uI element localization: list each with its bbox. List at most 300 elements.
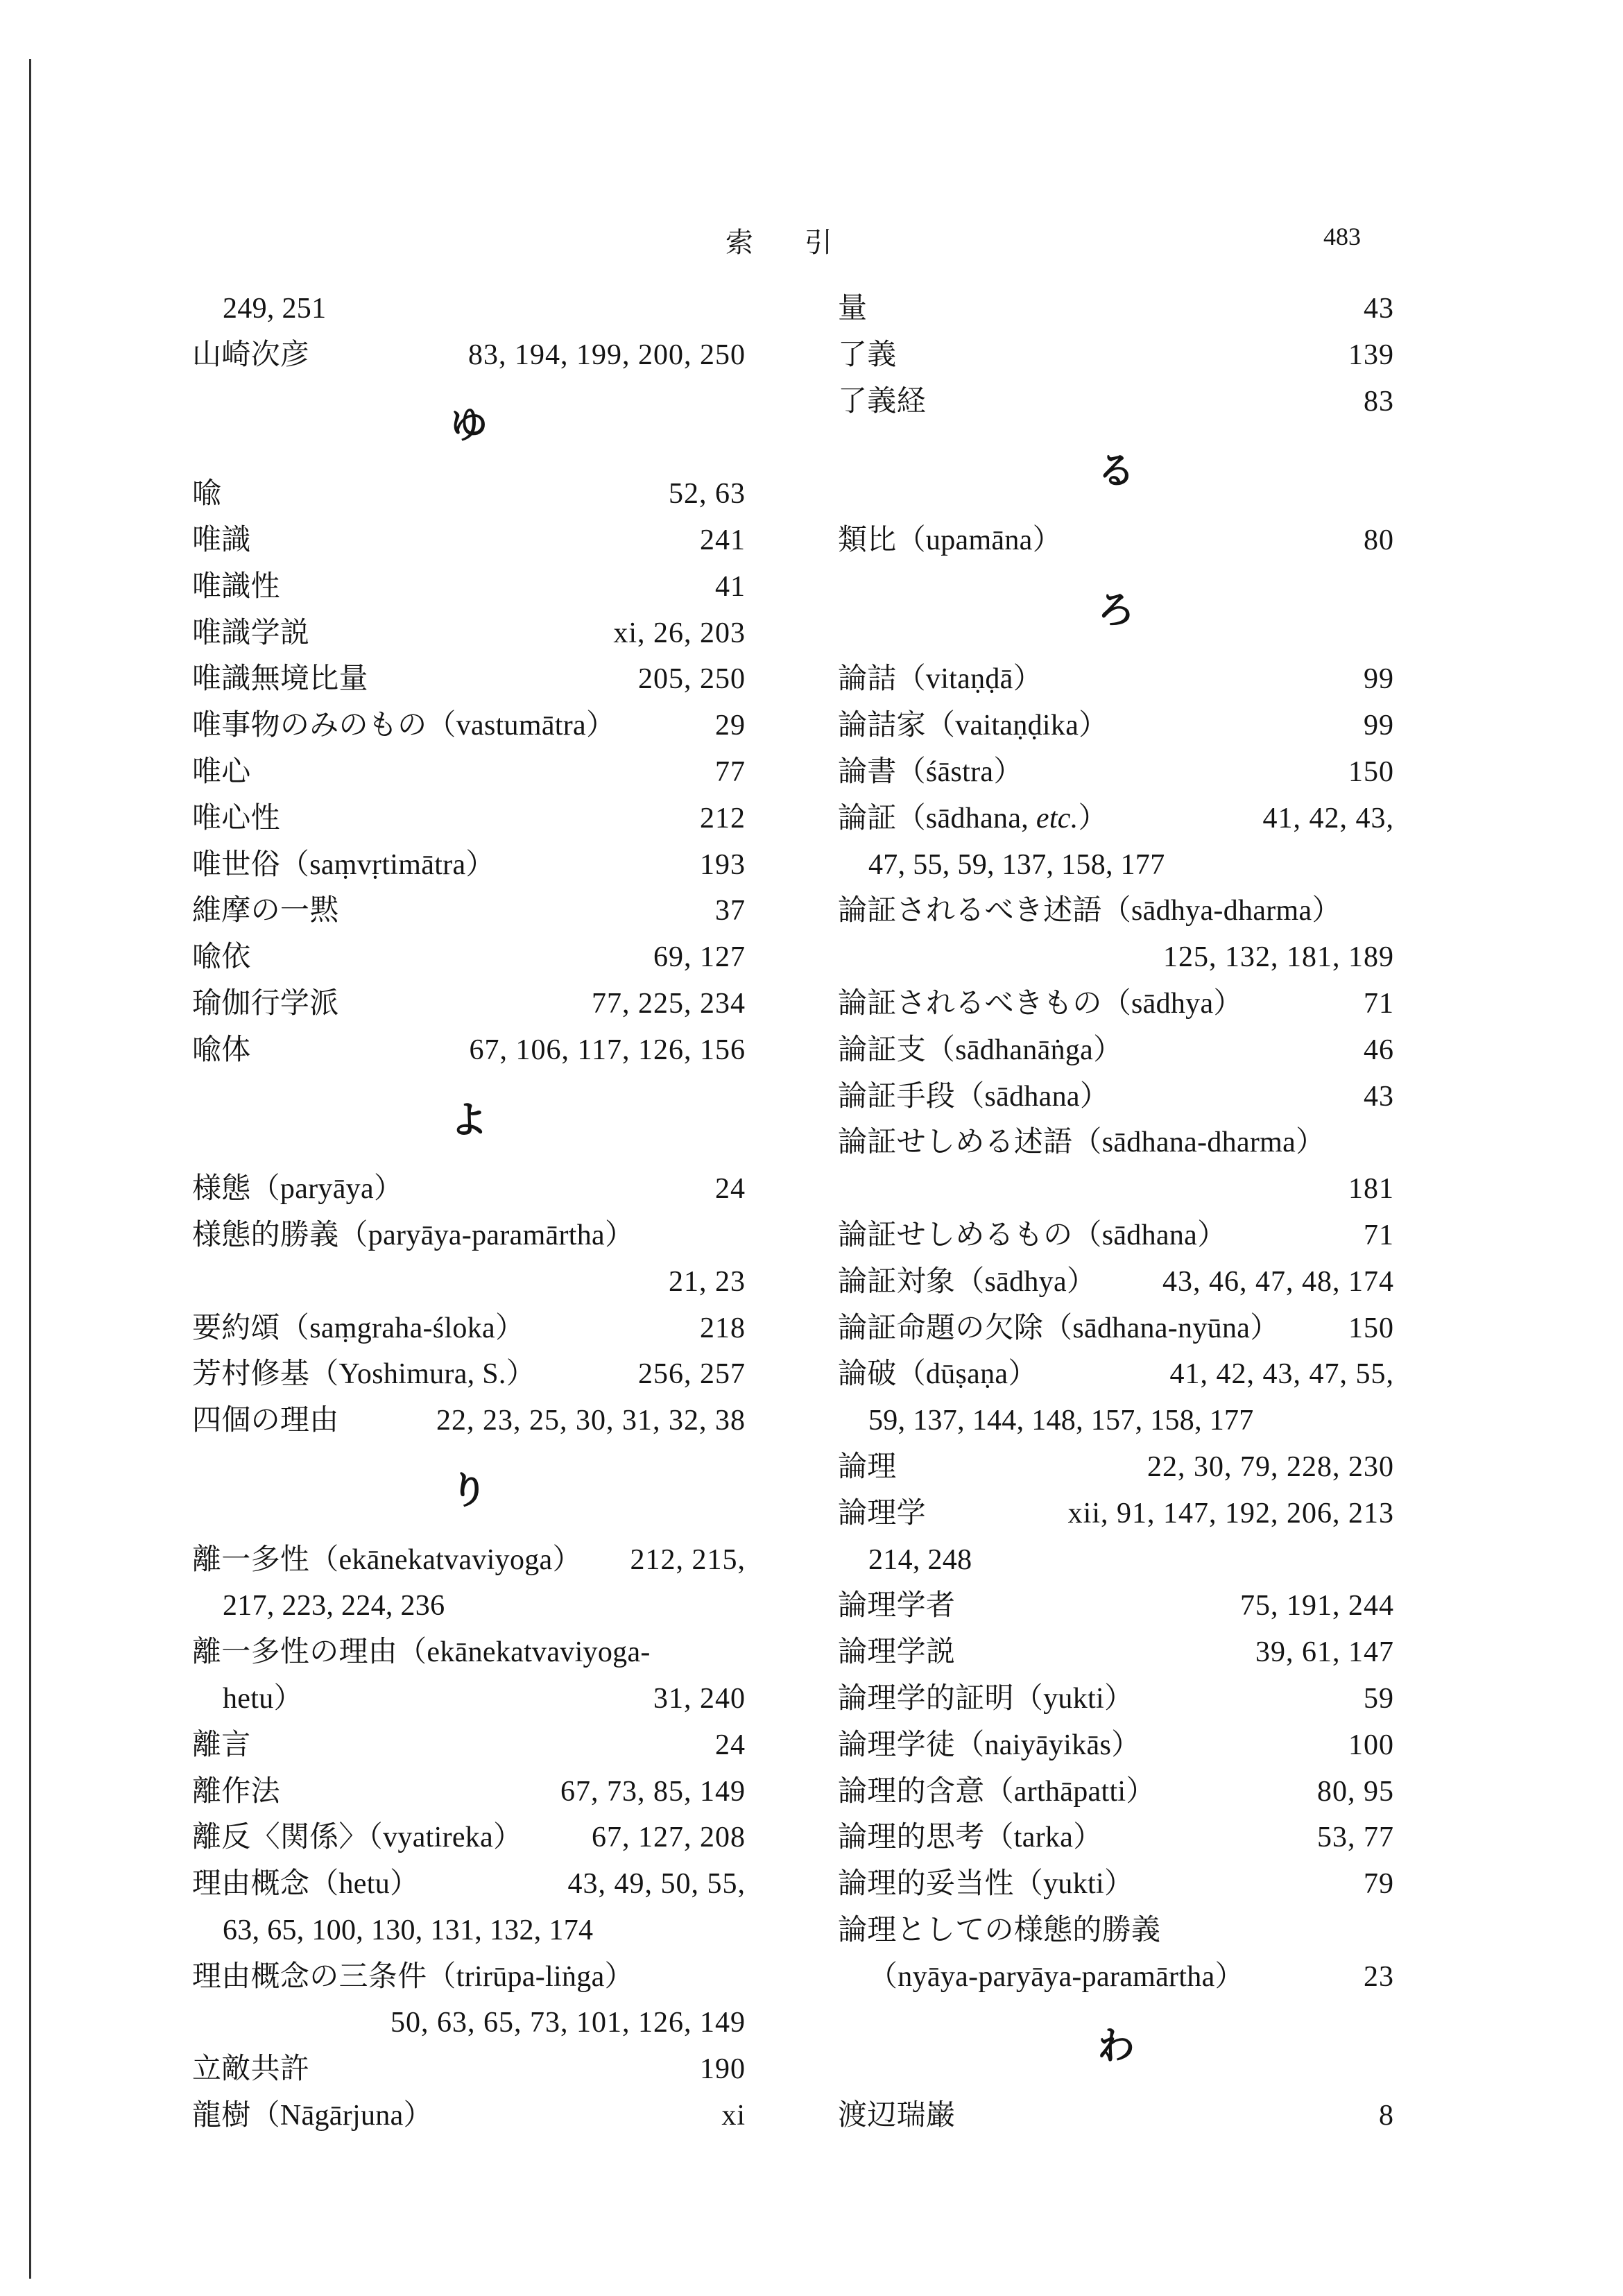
entry-pages: 41, 42, 43, 47, 55, <box>1169 1358 1394 1391</box>
index-entry <box>838 1722 1394 1769</box>
header-title-2: 引 <box>805 227 832 258</box>
entry-line <box>192 1166 746 1213</box>
entry-term <box>838 842 1165 889</box>
entry-term-text: 論理学説 <box>838 1636 956 1669</box>
entry-term-text: 瑜伽行学派 <box>192 987 339 1020</box>
index-entry <box>192 2093 746 2139</box>
entry-term-text: 離作法 <box>192 1775 280 1808</box>
entry-term-text: 了義経 <box>838 385 926 418</box>
entry-pages: xii, 91, 147, 192, 206, 213 <box>1067 1497 1394 1530</box>
section-heading: り <box>450 1468 488 1512</box>
entry-term-text: 離一多性の理由（ekānekatvaviyoga- <box>192 1636 651 1669</box>
entry-line <box>192 1908 746 1954</box>
entry-line <box>192 1676 746 1722</box>
entry-pages: 80 <box>1364 524 1394 556</box>
entry-term <box>192 610 309 657</box>
entry-pages: 67, 73, 85, 149 <box>560 1775 746 1808</box>
entry-term-text: 理由概念の三条件（trirūpa-liṅga） <box>192 1960 634 1993</box>
entry-line <box>192 888 746 934</box>
entry-term <box>192 1213 634 1259</box>
entry-term <box>838 1908 1160 1954</box>
entry-term-text: 唯識無境比量 <box>192 663 368 696</box>
entry-term <box>192 1954 634 2001</box>
entry-term-text: 論証手段（sādhana） <box>838 1080 1110 1113</box>
entry-term-tail: ） <box>1078 802 1108 834</box>
page-margin-rule <box>29 59 31 2279</box>
entry-term <box>192 1305 524 1352</box>
entry-pages: 69, 127 <box>653 941 746 974</box>
entry-line <box>838 517 1394 564</box>
entry-term <box>192 1351 535 1398</box>
entry-line <box>838 2093 1394 2139</box>
index-entry <box>192 517 746 564</box>
index-entry <box>838 703 1394 749</box>
entry-line <box>192 703 746 749</box>
entry-term <box>838 1861 1133 1908</box>
entry-term <box>838 332 897 379</box>
entry-term <box>838 1537 972 1584</box>
entry-pages: 43, 46, 47, 48, 174 <box>1162 1265 1394 1298</box>
entry-pages: 150 <box>1348 755 1394 788</box>
entry-term-text: 様態的勝義（paryāya-paramārtha） <box>192 1219 635 1251</box>
entry-pages: 37 <box>715 895 746 927</box>
entry-term-text: 立敵共許 <box>192 2053 310 2086</box>
index-entry <box>192 703 746 749</box>
entry-line <box>838 332 1394 379</box>
entry-term-text: 唯心性 <box>192 802 280 834</box>
entry-term-text: 論理的思考（tarka） <box>838 1822 1103 1854</box>
entry-term-text: 喩依 <box>192 941 251 974</box>
entry-term-text: 四個の理由 <box>192 1405 339 1437</box>
entry-term-text: 唯識性 <box>192 570 280 603</box>
entry-line <box>838 1861 1394 1908</box>
entry-pages: 71 <box>1364 1219 1394 1251</box>
entry-term <box>838 656 1042 703</box>
entry-term <box>838 1444 897 1491</box>
entry-term <box>192 286 326 332</box>
index-entry <box>192 796 746 842</box>
entry-line <box>838 1629 1394 1676</box>
entry-pages: 67, 127, 208 <box>592 1822 746 1854</box>
entry-term <box>838 2093 955 2139</box>
entry-pages: 71 <box>1364 987 1394 1020</box>
entry-term-text: hetu） <box>223 1682 303 1715</box>
entry-term <box>192 703 615 749</box>
entry-pages: 205, 250 <box>638 663 746 696</box>
entry-term-text: 要約頌（saṃgraha-śloka） <box>192 1312 525 1344</box>
entry-pages: 46 <box>1364 1034 1394 1066</box>
section-heading: る <box>1097 449 1135 493</box>
entry-term <box>192 1583 445 1629</box>
entry-pages: 100 <box>1348 1729 1394 1761</box>
index-entry <box>192 1954 746 2047</box>
entry-pages: 125, 132, 181, 189 <box>1163 941 1394 974</box>
entry-term-text: 論証（sādhana, <box>838 802 1036 834</box>
entry-line <box>838 1074 1394 1120</box>
entry-line <box>192 2000 746 2046</box>
index-entry <box>838 1861 1394 1908</box>
index-entry <box>192 749 746 796</box>
entry-term-text: 論証対象（sādhya） <box>838 1265 1097 1298</box>
index-entry <box>192 842 746 889</box>
index-column-left <box>192 286 746 2139</box>
entry-pages: 80, 95 <box>1317 1775 1394 1808</box>
entry-term-text: 龍樹（Nāgārjuna） <box>192 2100 433 2132</box>
entry-pages: 67, 106, 117, 126, 156 <box>469 1034 746 1066</box>
entry-term-italic: etc. <box>1036 802 1079 834</box>
entry-pages: xi, 26, 203 <box>613 617 746 649</box>
entry-term-text: 論理学徒（naiyāyikās） <box>838 1729 1141 1761</box>
entry-term <box>192 2046 309 2093</box>
index-entry <box>838 1629 1394 1676</box>
entry-line <box>192 842 746 889</box>
index-entry <box>838 656 1394 703</box>
entry-term-text: 論証されるべき述語（sādhya-dharma） <box>838 895 1341 927</box>
entry-term <box>192 2093 433 2139</box>
index-entry <box>192 1166 746 1213</box>
entry-line <box>838 888 1394 934</box>
entry-term <box>838 1769 1156 1815</box>
entry-term <box>838 1954 1244 2001</box>
entry-term <box>838 1027 1122 1074</box>
header-title-1: 索 <box>725 227 753 258</box>
entry-line <box>192 1722 746 1769</box>
entry-term <box>192 1537 582 1584</box>
entry-pages: 77, 225, 234 <box>592 987 746 1020</box>
entry-pages: 75, 191, 244 <box>1240 1590 1394 1622</box>
index-entry <box>838 2093 1394 2139</box>
entry-pages: 79 <box>1364 1868 1394 1901</box>
entry-term-text: 214, 248 <box>868 1543 972 1576</box>
index-entry <box>838 1815 1394 1861</box>
entry-term <box>192 517 251 564</box>
entry-line <box>838 1676 1394 1722</box>
index-entry <box>192 888 746 934</box>
entry-line <box>192 1351 746 1398</box>
entry-term-text: 論証されるべきもの（sādhya） <box>838 987 1243 1020</box>
entry-line <box>838 1351 1394 1398</box>
entry-pages: 241 <box>700 524 746 556</box>
entry-term <box>838 1259 1096 1305</box>
entry-term-text: 量 <box>838 293 868 325</box>
entry-term <box>192 1722 251 1769</box>
entry-pages: 218 <box>700 1312 746 1344</box>
entry-term <box>192 332 309 379</box>
entry-term-text: 論証せしめる述語（sādhana-dharma） <box>838 1126 1325 1159</box>
entry-pages: 43 <box>1364 293 1394 325</box>
entry-pages: 212 <box>700 802 746 834</box>
entry-line <box>192 1213 746 1259</box>
entry-pages: 43 <box>1364 1080 1394 1113</box>
entry-term-text: 論証命題の欠除（sādhana-nyūna） <box>838 1312 1280 1344</box>
entry-line <box>838 1491 1394 1537</box>
index-entry <box>192 1537 746 1630</box>
index-entry <box>192 610 746 657</box>
index-entry <box>192 1722 746 1769</box>
entry-term-text: 唯識学説 <box>192 617 310 649</box>
entry-line <box>192 2046 746 2093</box>
index-entry <box>838 517 1394 564</box>
running-header <box>0 221 1623 259</box>
entry-term-text: 論理 <box>838 1450 897 1483</box>
index-entry <box>192 286 746 332</box>
entry-pages: 99 <box>1364 663 1394 696</box>
entry-term-text: 山崎次彦 <box>192 339 310 371</box>
entry-term-text: 論理的含意（arthāpatti） <box>838 1775 1156 1808</box>
entry-pages: 181 <box>1348 1173 1394 1206</box>
entry-line <box>192 1861 746 1908</box>
index-entry <box>838 1027 1394 1074</box>
index-entry <box>838 1351 1394 1444</box>
entry-line <box>838 1954 1394 2001</box>
entry-term-text: 類比（upamāna） <box>838 524 1062 556</box>
entry-term-text: 論理学者 <box>838 1590 956 1622</box>
entry-pages: 139 <box>1348 339 1394 371</box>
entry-pages: 59 <box>1364 1682 1394 1715</box>
entry-term <box>192 1629 651 1676</box>
entry-term <box>838 1815 1103 1861</box>
entry-term-text: 喩体 <box>192 1034 251 1066</box>
index-entry <box>192 1305 746 1352</box>
entry-term <box>192 934 251 981</box>
entry-term-text: 論破（dūṣaṇa） <box>838 1358 1038 1391</box>
entry-line <box>192 517 746 564</box>
entry-line <box>192 981 746 1027</box>
entry-term <box>838 1491 926 1537</box>
index-entry <box>192 332 746 379</box>
entry-line <box>192 286 746 332</box>
entry-pages: 29 <box>715 710 746 742</box>
entry-line <box>192 1815 746 1861</box>
entry-line <box>838 1769 1394 1815</box>
index-entry <box>192 1027 746 1074</box>
entry-term-text: 離言 <box>192 1729 251 1761</box>
entry-term <box>838 703 1108 749</box>
entry-line <box>838 703 1394 749</box>
entry-line <box>192 1305 746 1352</box>
entry-term-text: 離一多性（ekānekatvaviyoga） <box>192 1543 582 1576</box>
index-column-right <box>838 286 1394 2139</box>
entry-line <box>838 934 1394 981</box>
index-entry <box>838 1259 1394 1305</box>
entry-line <box>192 1537 746 1584</box>
entry-pages: 24 <box>715 1729 746 1761</box>
section-heading: よ <box>450 1097 488 1142</box>
page-number: 483 <box>1323 223 1361 250</box>
entry-line <box>192 1629 746 1676</box>
entry-line <box>192 2093 746 2139</box>
entry-pages: 193 <box>700 848 746 881</box>
index-entry <box>192 564 746 610</box>
index-entry <box>192 1398 746 1444</box>
entry-line <box>838 1027 1394 1074</box>
entry-term-text: 249, 251 <box>223 293 327 325</box>
entry-term-text: 渡辺瑞巌 <box>838 2100 956 2132</box>
entry-term-text: 論理としての様態的勝義 <box>838 1914 1161 1946</box>
entry-pages: 99 <box>1364 710 1394 742</box>
entry-term-text: 217, 223, 224, 236 <box>223 1590 445 1622</box>
entry-term <box>192 1815 522 1861</box>
entry-term <box>838 888 1341 934</box>
entry-pages: 8 <box>1379 2100 1394 2132</box>
entry-pages: 31, 240 <box>653 1682 746 1715</box>
entry-term <box>838 1213 1226 1259</box>
entry-line <box>838 1305 1394 1352</box>
index-entry <box>192 934 746 981</box>
entry-term-text: 唯心 <box>192 755 251 788</box>
entry-line <box>838 1213 1394 1259</box>
entry-pages: 41, 42, 43, <box>1262 802 1394 834</box>
entry-term <box>838 1074 1109 1120</box>
entry-line <box>192 471 746 517</box>
entry-term <box>838 1351 1038 1398</box>
index-entry <box>838 796 1394 889</box>
entry-term-text: 維摩の一黙 <box>192 895 339 927</box>
index-entry <box>192 2046 746 2093</box>
entry-term-text: 喩 <box>192 478 222 511</box>
entry-term <box>192 471 221 517</box>
entry-term-text: 論理学的証明（yukti） <box>838 1682 1134 1715</box>
entry-term <box>192 1861 419 1908</box>
index-entry <box>838 981 1394 1027</box>
entry-term-text: 理由概念（hetu） <box>192 1868 420 1901</box>
entry-line <box>838 842 1394 889</box>
entry-line <box>838 1444 1394 1491</box>
index-entry <box>838 286 1394 332</box>
entry-pages: 41 <box>715 570 746 603</box>
entry-term-text: 論証せしめるもの（sādhana） <box>838 1219 1227 1251</box>
entry-term <box>192 842 495 889</box>
entry-term <box>838 981 1243 1027</box>
entry-line <box>192 1954 746 2001</box>
entry-term <box>192 1769 280 1815</box>
index-entry <box>838 1120 1394 1213</box>
entry-term-text: 63, 65, 100, 130, 131, 132, 174 <box>223 1914 594 1946</box>
entry-term-text: 了義 <box>838 339 897 371</box>
index-entry <box>192 1351 746 1398</box>
index-entry <box>192 471 746 517</box>
entry-line <box>838 1815 1394 1861</box>
section-heading: ろ <box>1097 588 1135 632</box>
entry-term <box>838 1722 1140 1769</box>
index-entry <box>838 1213 1394 1259</box>
section-heading: ゆ <box>450 402 488 447</box>
index-entry <box>838 1583 1394 1629</box>
entry-term-text: 論書（śāstra） <box>838 755 1023 788</box>
entry-pages: 83 <box>1364 385 1394 418</box>
entry-pages: 190 <box>700 2053 746 2086</box>
entry-term-text: 47, 55, 59, 137, 158, 177 <box>868 848 1165 881</box>
entry-term <box>838 1629 955 1676</box>
entry-line <box>838 1583 1394 1629</box>
entry-pages: 83, 194, 199, 200, 250 <box>468 339 746 371</box>
entry-pages: xi <box>721 2100 746 2132</box>
entry-line <box>192 749 746 796</box>
entry-line <box>192 934 746 981</box>
entry-term-text: （nyāya-paryāya-paramārtha） <box>868 1960 1244 1993</box>
entry-term-text: 論詰（vitaṇḍā） <box>838 663 1042 696</box>
entry-line <box>838 1398 1394 1444</box>
entry-term <box>838 796 1108 842</box>
entry-line <box>838 1722 1394 1769</box>
index-entry <box>838 1491 1394 1584</box>
entry-line <box>838 1537 1394 1584</box>
entry-term <box>838 517 1062 564</box>
entry-line <box>192 796 746 842</box>
entry-term <box>192 564 280 610</box>
entry-term <box>192 749 251 796</box>
entry-pages: 212, 215, <box>630 1543 746 1576</box>
entry-pages: 21, 23 <box>669 1265 746 1298</box>
index-entry <box>838 1908 1394 2001</box>
entry-term-text: 唯事物のみのもの（vastumātra） <box>192 710 616 742</box>
entry-line <box>838 656 1394 703</box>
entry-line <box>838 749 1394 796</box>
index-entry <box>838 1769 1394 1815</box>
index-entry <box>838 332 1394 379</box>
entry-term <box>838 1120 1325 1166</box>
entry-line <box>838 286 1394 332</box>
entry-term <box>192 981 339 1027</box>
entry-term-text: 芳村修基（Yoshimura, S.） <box>192 1358 535 1391</box>
index-entry <box>838 1676 1394 1722</box>
entry-pages: 150 <box>1348 1312 1394 1344</box>
entry-term-text: 様態（paryāya） <box>192 1173 404 1206</box>
entry-term-text: 論理的妥当性（yukti） <box>838 1868 1134 1901</box>
entry-term <box>838 1676 1133 1722</box>
entry-line <box>192 1259 746 1305</box>
entry-term <box>192 1398 339 1444</box>
entry-term-text: 唯世俗（saṃvṛtimātra） <box>192 848 495 881</box>
entry-term-text: 論詰家（vaitaṇḍika） <box>838 710 1108 742</box>
entry-term-text: 唯識 <box>192 524 251 556</box>
entry-line <box>838 796 1394 842</box>
entry-pages: 52, 63 <box>669 478 746 511</box>
entry-pages: 53, 77 <box>1317 1822 1394 1854</box>
entry-line <box>192 1769 746 1815</box>
entry-pages: 256, 257 <box>638 1358 746 1391</box>
index-entry <box>838 1074 1394 1120</box>
entry-term <box>838 286 867 332</box>
entry-pages: 22, 23, 25, 30, 31, 32, 38 <box>436 1405 746 1437</box>
entry-term <box>838 1583 955 1629</box>
index-entry <box>192 1861 746 1954</box>
entry-line <box>192 564 746 610</box>
entry-line <box>192 610 746 657</box>
entry-pages: 50, 63, 65, 73, 101, 126, 149 <box>390 2007 746 2039</box>
entry-term <box>192 1166 403 1213</box>
entry-line <box>838 379 1394 425</box>
entry-pages: 39, 61, 147 <box>1255 1636 1394 1669</box>
entry-term <box>192 1908 593 1954</box>
entry-term-text: 離反〈関係〉（vyatireka） <box>192 1822 523 1854</box>
entry-pages: 77 <box>715 755 746 788</box>
entry-term <box>192 888 339 934</box>
entry-line <box>838 1259 1394 1305</box>
entry-term <box>838 749 1023 796</box>
entry-line <box>192 1027 746 1074</box>
entry-line <box>838 981 1394 1027</box>
entry-term <box>838 379 926 425</box>
index-entry <box>192 1213 746 1305</box>
index-entry <box>838 888 1394 981</box>
entry-pages: 23 <box>1364 1960 1394 1993</box>
entry-term <box>192 1027 251 1074</box>
entry-term <box>838 1305 1280 1352</box>
entry-line <box>192 656 746 703</box>
index-entry <box>838 379 1394 425</box>
index-entry <box>192 1815 746 1861</box>
